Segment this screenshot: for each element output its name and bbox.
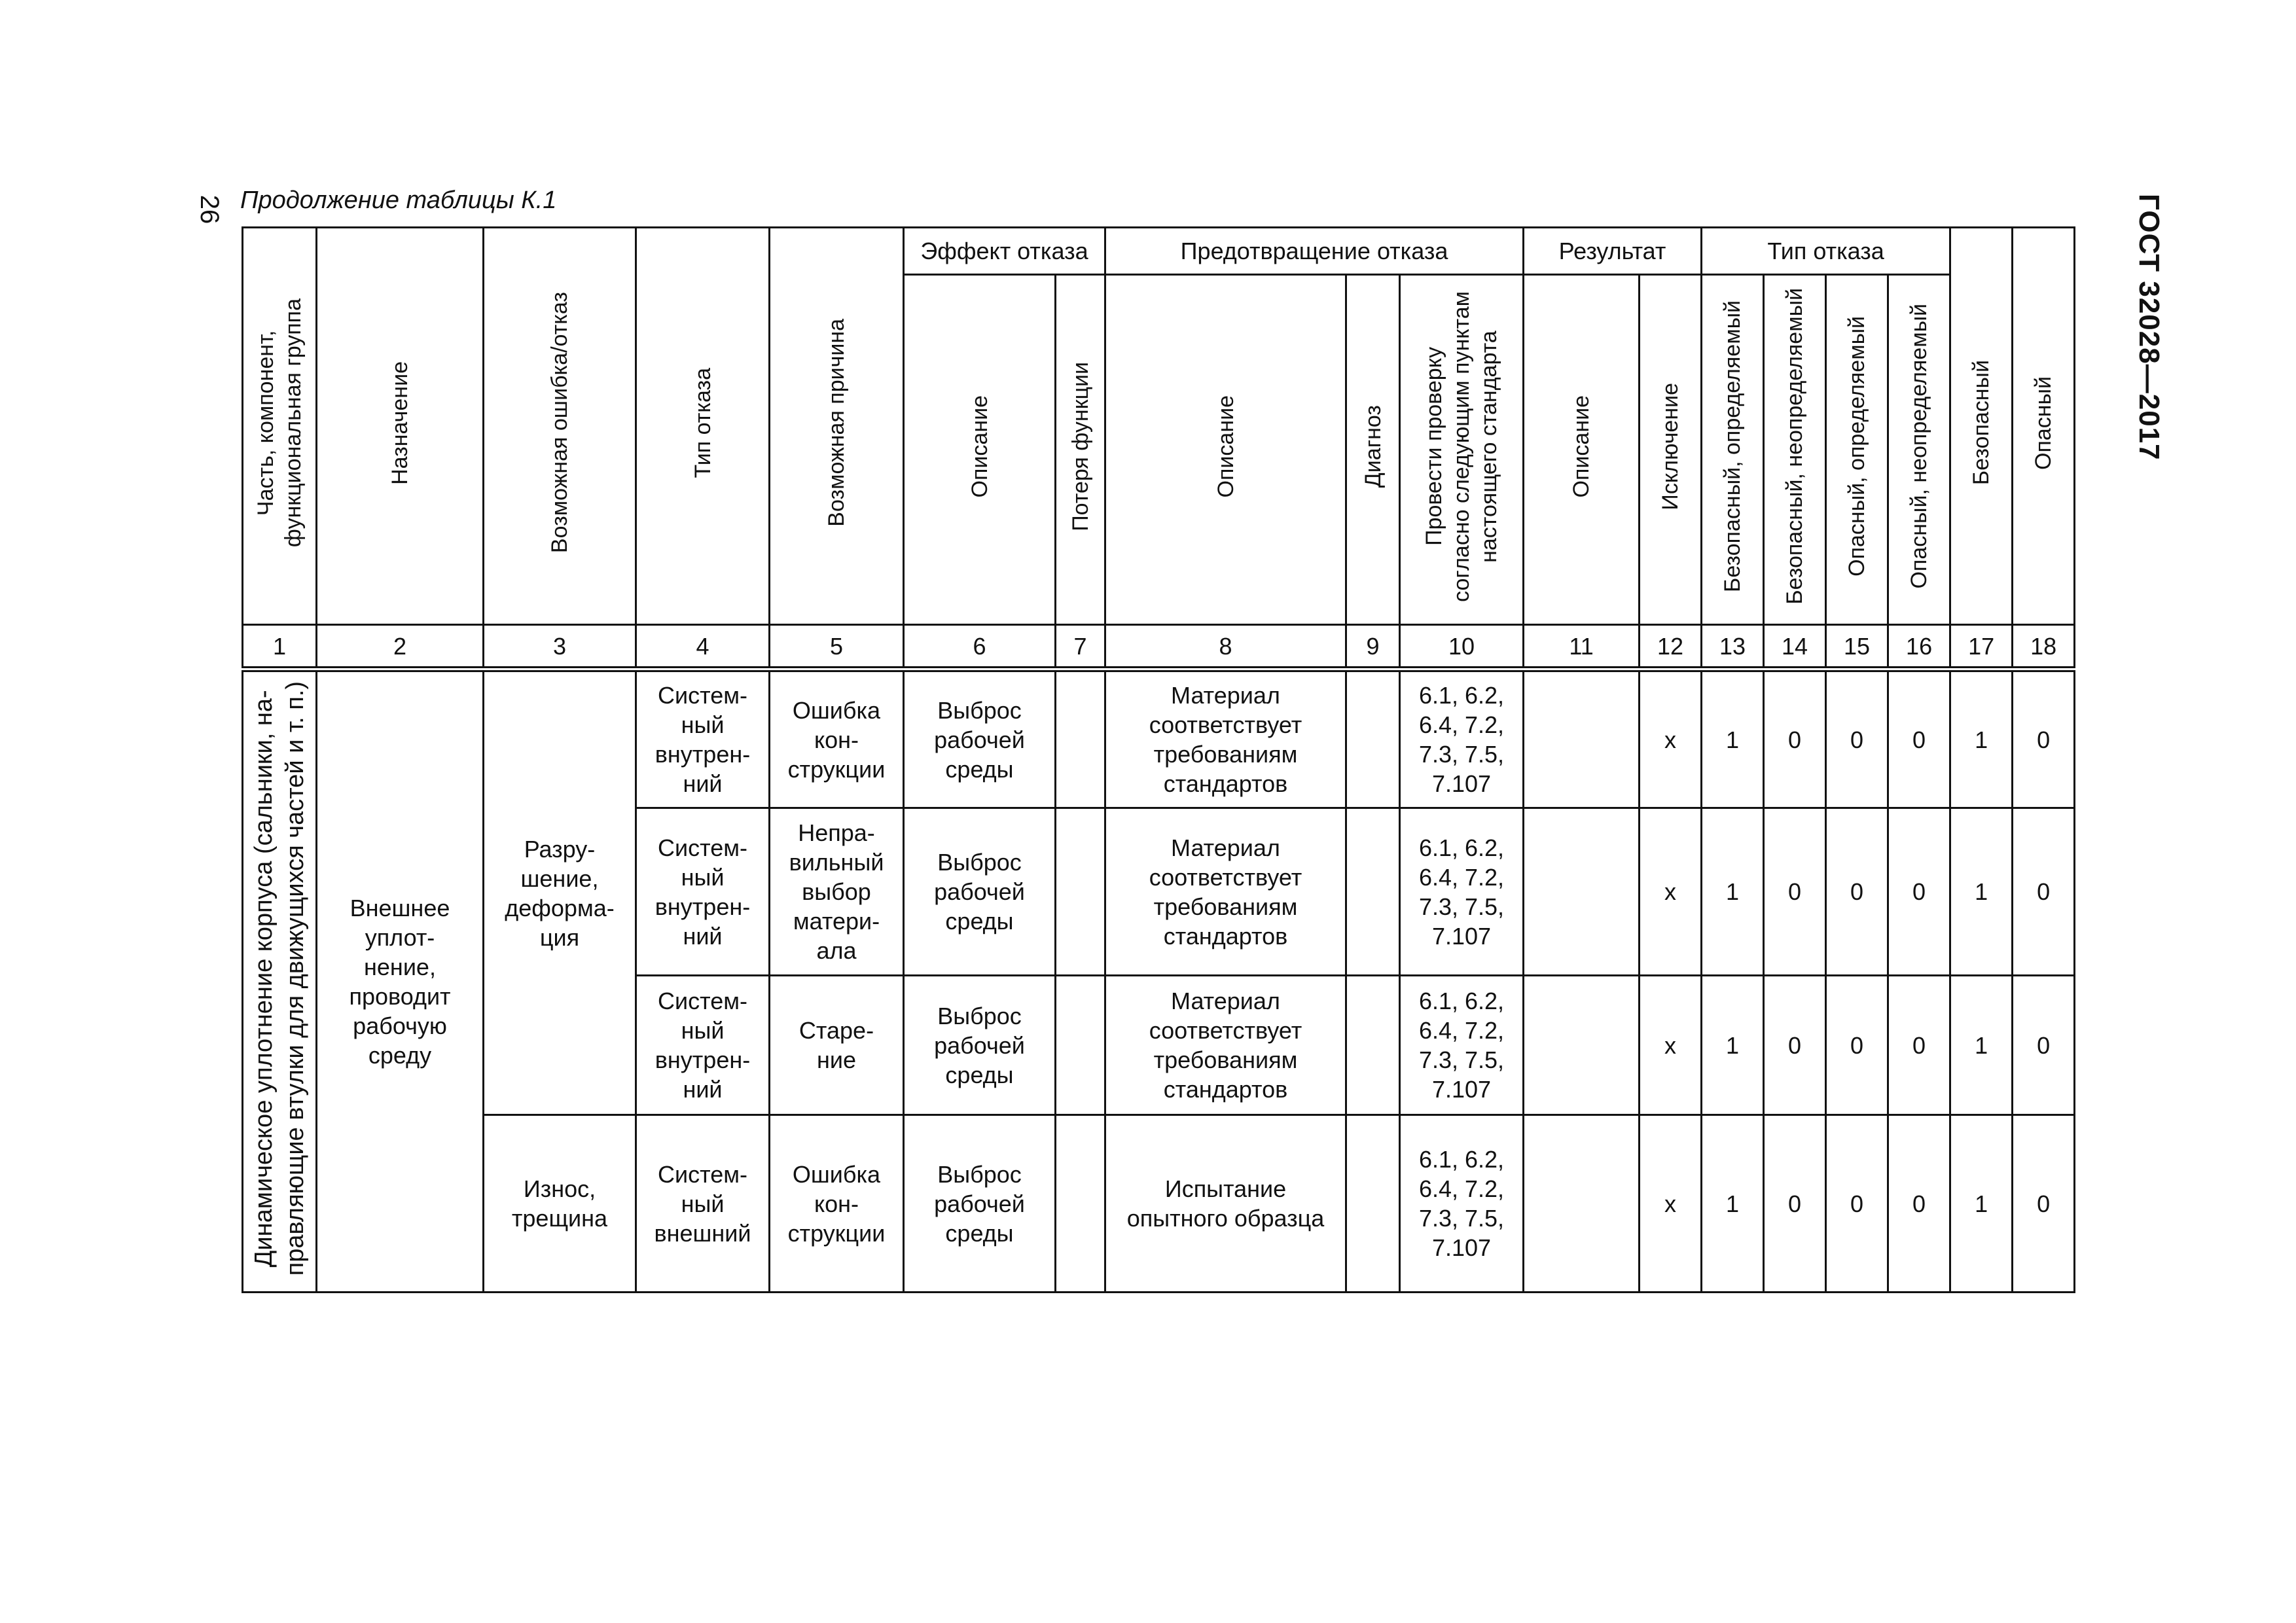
safe-cell: 1 (1950, 976, 2013, 1115)
safe-detectable-cell: 1 (1702, 1115, 1764, 1293)
column-number: 7 (1056, 625, 1105, 669)
header-safe-detectable: Безопасный, определяемый (1702, 275, 1764, 625)
header-loss-of-function: Потеря функции (1056, 275, 1105, 625)
safe-undetectable-cell: 0 (1764, 976, 1826, 1115)
group-failure-effect: Эффект отказа (904, 228, 1105, 275)
header-failure-type: Тип отказа (636, 228, 770, 625)
dangerous-cell: 0 (2013, 1115, 2075, 1293)
dangerous-detectable-cell: 0 (1826, 976, 1888, 1115)
group-failure-prevention: Предотвращение отказа (1105, 228, 1524, 275)
table-row (243, 1115, 2075, 1293)
column-number: 16 (1888, 625, 1950, 669)
header-possible-error: Возможная ошибка/отказ (484, 228, 636, 625)
column-number: 9 (1346, 625, 1400, 669)
clauses-cell: 6.1, 6.2, 6.4, 7.2, 7.3, 7.5, 7.107 (1400, 808, 1524, 976)
column-number: 17 (1950, 625, 2013, 669)
effect-cell: Выброс рабочей среды (904, 808, 1056, 976)
dangerous-cell: 0 (2013, 976, 2075, 1115)
column-number: 8 (1105, 625, 1346, 669)
failure-analysis-table (242, 226, 2075, 1293)
exclusion-cell: x (1640, 1115, 1702, 1293)
dangerous-cell: 0 (2013, 808, 2075, 976)
header-prevention-description: Описание (1105, 275, 1346, 625)
dangerous-cell: 0 (2013, 669, 2075, 808)
dangerous-undetectable-cell: 0 (1888, 808, 1950, 976)
header-result-description: Описание (1524, 275, 1640, 625)
header-part: Часть, компонент, функциональная группа (243, 228, 317, 625)
table-row (243, 669, 2075, 808)
group-failure-type: Тип отказа (1702, 228, 1950, 275)
effect-cell: Выброс рабочей среды (904, 1115, 1056, 1293)
error-cell: Разру- шение, деформа- ция (484, 669, 636, 1115)
diagnosis-cell (1346, 669, 1400, 808)
header-exclusion: Исключение (1640, 275, 1702, 625)
header-dangerous-detectable: Опасный, определяемый (1826, 275, 1888, 625)
prevention-cell: Материал соответствует требованиям стандартов (1105, 808, 1346, 976)
safe-undetectable-cell: 0 (1764, 1115, 1826, 1293)
dangerous-detectable-cell: 0 (1826, 808, 1888, 976)
effect-cell: Выброс рабочей среды (904, 976, 1056, 1115)
cause-cell: Старе- ние (770, 976, 904, 1115)
prevention-cell: Испытание опытного образца (1105, 1115, 1346, 1293)
header-safe-undetectable: Безопасный, неопределяемый (1764, 275, 1826, 625)
dangerous-detectable-cell: 0 (1826, 669, 1888, 808)
safe-detectable-cell: 1 (1702, 669, 1764, 808)
safe-undetectable-cell: 0 (1764, 808, 1826, 976)
prevention-cell: Материал соответствует требованиям стандартов (1105, 976, 1346, 1115)
clauses-cell: 6.1, 6.2, 6.4, 7.2, 7.3, 7.5, 7.107 (1400, 1115, 1524, 1293)
exclusion-cell: x (1640, 669, 1702, 808)
result-cell (1524, 808, 1640, 976)
column-number-row (243, 625, 2075, 669)
safe-undetectable-cell: 0 (1764, 669, 1826, 808)
cause-cell: Ошибка кон- струкции (770, 669, 904, 808)
failure-type-cell: Систем- ный внешний (636, 1115, 770, 1293)
diagnosis-cell (1346, 808, 1400, 976)
column-number: 3 (484, 625, 636, 669)
column-number: 13 (1702, 625, 1764, 669)
result-cell (1524, 1115, 1640, 1293)
header-check-clauses: Провести проверку согласно следующим пунктам настоящего стандарта (1400, 275, 1524, 625)
safe-cell: 1 (1950, 669, 2013, 808)
group-result: Результат (1524, 228, 1702, 275)
diagnosis-cell (1346, 976, 1400, 1115)
safe-cell: 1 (1950, 1115, 2013, 1293)
header-effect-description: Описание (904, 275, 1056, 625)
column-number: 6 (904, 625, 1056, 669)
clauses-cell: 6.1, 6.2, 6.4, 7.2, 7.3, 7.5, 7.107 (1400, 976, 1524, 1115)
column-number: 15 (1826, 625, 1888, 669)
dangerous-detectable-cell: 0 (1826, 1115, 1888, 1293)
part-cell: Динамическое уплотнение корпуса (сальники, на- правляющие втулки для движущихся частей и т. п.) (243, 669, 317, 1293)
header-purpose: Назначение (317, 228, 484, 625)
safe-detectable-cell: 1 (1702, 976, 1764, 1115)
header-dangerous: Опасный (2013, 228, 2075, 625)
exclusion-cell: x (1640, 976, 1702, 1115)
page-number: 26 (195, 194, 224, 224)
loss-of-function-cell (1056, 1115, 1105, 1293)
header-diagnosis: Диагноз (1346, 275, 1400, 625)
safe-detectable-cell: 1 (1702, 808, 1764, 976)
dangerous-undetectable-cell: 0 (1888, 1115, 1950, 1293)
column-number: 10 (1400, 625, 1524, 669)
header-dangerous-undetectable: Опасный, неопределяемый (1888, 275, 1950, 625)
effect-cell: Выброс рабочей среды (904, 669, 1056, 808)
failure-type-cell: Систем- ный внутрен- ний (636, 669, 770, 808)
dangerous-undetectable-cell: 0 (1888, 976, 1950, 1115)
failure-type-cell: Систем- ный внутрен- ний (636, 976, 770, 1115)
result-cell (1524, 669, 1640, 808)
table-caption: Продолжение таблицы К.1 (240, 187, 557, 214)
column-number: 5 (770, 625, 904, 669)
exclusion-cell: x (1640, 808, 1702, 976)
standard-identifier: ГОСТ 32028—2017 (2133, 194, 2165, 461)
cause-cell: Непра- вильный выбор матери- ала (770, 808, 904, 976)
cause-cell: Ошибка кон- струкции (770, 1115, 904, 1293)
error-cell: Износ, трещина (484, 1115, 636, 1293)
diagnosis-cell (1346, 1115, 1400, 1293)
column-number: 2 (317, 625, 484, 669)
prevention-cell: Материал соответствует требованиям стандартов (1105, 669, 1346, 808)
column-number: 1 (243, 625, 317, 669)
failure-type-cell: Систем- ный внутрен- ний (636, 808, 770, 976)
column-number: 18 (2013, 625, 2075, 669)
column-number: 4 (636, 625, 770, 669)
purpose-cell: Внешнее уплот- нение, проводит рабочую среду (317, 669, 484, 1293)
column-number: 12 (1640, 625, 1702, 669)
loss-of-function-cell (1056, 976, 1105, 1115)
clauses-cell: 6.1, 6.2, 6.4, 7.2, 7.3, 7.5, 7.107 (1400, 669, 1524, 808)
column-number: 14 (1764, 625, 1826, 669)
loss-of-function-cell (1056, 808, 1105, 976)
dangerous-undetectable-cell: 0 (1888, 669, 1950, 808)
safe-cell: 1 (1950, 808, 2013, 976)
column-number: 11 (1524, 625, 1640, 669)
header-safe: Безопасный (1950, 228, 2013, 625)
loss-of-function-cell (1056, 669, 1105, 808)
header-possible-cause: Возможная причина (770, 228, 904, 625)
result-cell (1524, 976, 1640, 1115)
